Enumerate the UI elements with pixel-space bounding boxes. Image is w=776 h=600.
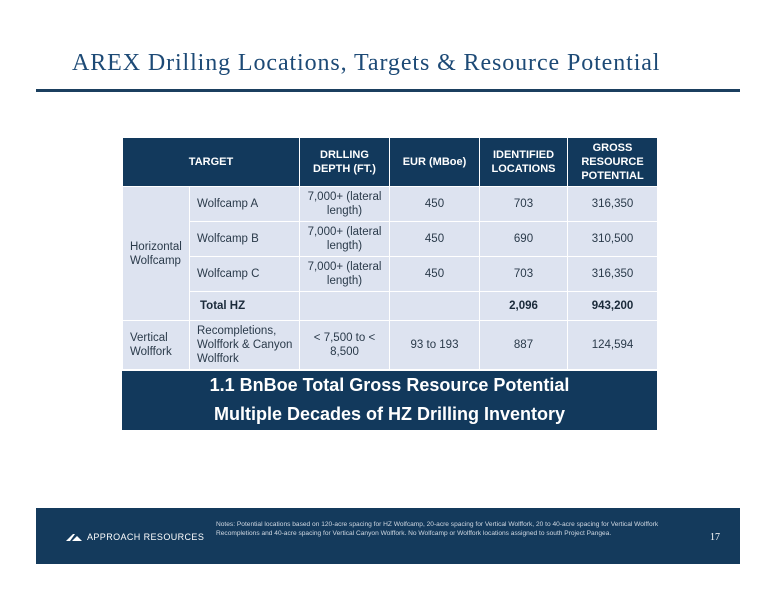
summary-banner [122,371,657,430]
title-divider [36,89,740,92]
banner-line-1: 1.1 BnBoe Total Gross Resource Potential [209,375,570,395]
page-number: 17 [710,532,720,543]
row-potential: 316,350 [568,257,658,292]
row-depth: 7,000+ (lateral length) [300,187,390,222]
row-target: Wolfcamp B [190,222,300,257]
total-label: Total HZ [190,292,300,321]
row-potential: 316,350 [568,187,658,222]
row-eur: 93 to 193 [390,321,480,370]
row-depth: 7,000+ (lateral length) [300,222,390,257]
row-eur: 450 [390,257,480,292]
header-eur: EUR (MBoe) [390,138,480,187]
table-row [123,187,658,222]
row-depth: 7,000+ (lateral length) [300,257,390,292]
row-locations: 703 [480,187,568,222]
header-potential: GROSS RESOURCE POTENTIAL [568,138,658,187]
company-logo [66,532,204,542]
row-locations: 887 [480,321,568,370]
total-eur-empty [390,292,480,321]
table-row-vertical [123,321,658,370]
row-potential: 124,594 [568,321,658,370]
row-depth: < 7,500 to < 8,500 [300,321,390,370]
row-potential: 310,500 [568,222,658,257]
header-target: TARGET [123,138,300,187]
table-header-row [123,138,658,187]
row-locations: 703 [480,257,568,292]
row-eur: 450 [390,222,480,257]
footer-bar [36,508,740,564]
header-depth: DRLLING DEPTH (FT.) [300,138,390,187]
total-potential: 943,200 [568,292,658,321]
table-row [123,222,658,257]
row-locations: 690 [480,222,568,257]
row-target: Wolfcamp A [190,187,300,222]
approach-logo-icon [66,533,82,541]
total-depth-empty [300,292,390,321]
row-target: Wolfcamp C [190,257,300,292]
row-target: Recompletions, Wolffork & Canyon Wolffork [190,321,300,370]
row-eur: 450 [390,187,480,222]
footnote-text: Notes: Potential locations based on 120-acre spacing for HZ Wolfcamp, 20-acre spacing for Vertical Wolffork, 20 to 40-acre spacing for Vertical Wolffork Recompletions and 40-acre spacing for Vertical Canyon Wolffork. No Wolfcamp or Wolffork locations assigned to south Project Pangea. [216,521,659,537]
group-horizontal-wolfcamp: Horizontal Wolfcamp [123,187,190,321]
page-title: AREX Drilling Locations, Targets & Resource Potential [72,50,661,76]
logo-text: APPROACH RESOURCES [87,532,205,542]
banner-line-2: Multiple Decades of HZ Drilling Inventory [213,404,566,424]
header-locations: IDENTIFIED LOCATIONS [480,138,568,187]
group-vertical-wolffork: Vertical Wolffork [123,321,190,370]
resource-table [122,137,658,370]
total-locations: 2,096 [480,292,568,321]
total-row [123,292,658,321]
table-row [123,257,658,292]
